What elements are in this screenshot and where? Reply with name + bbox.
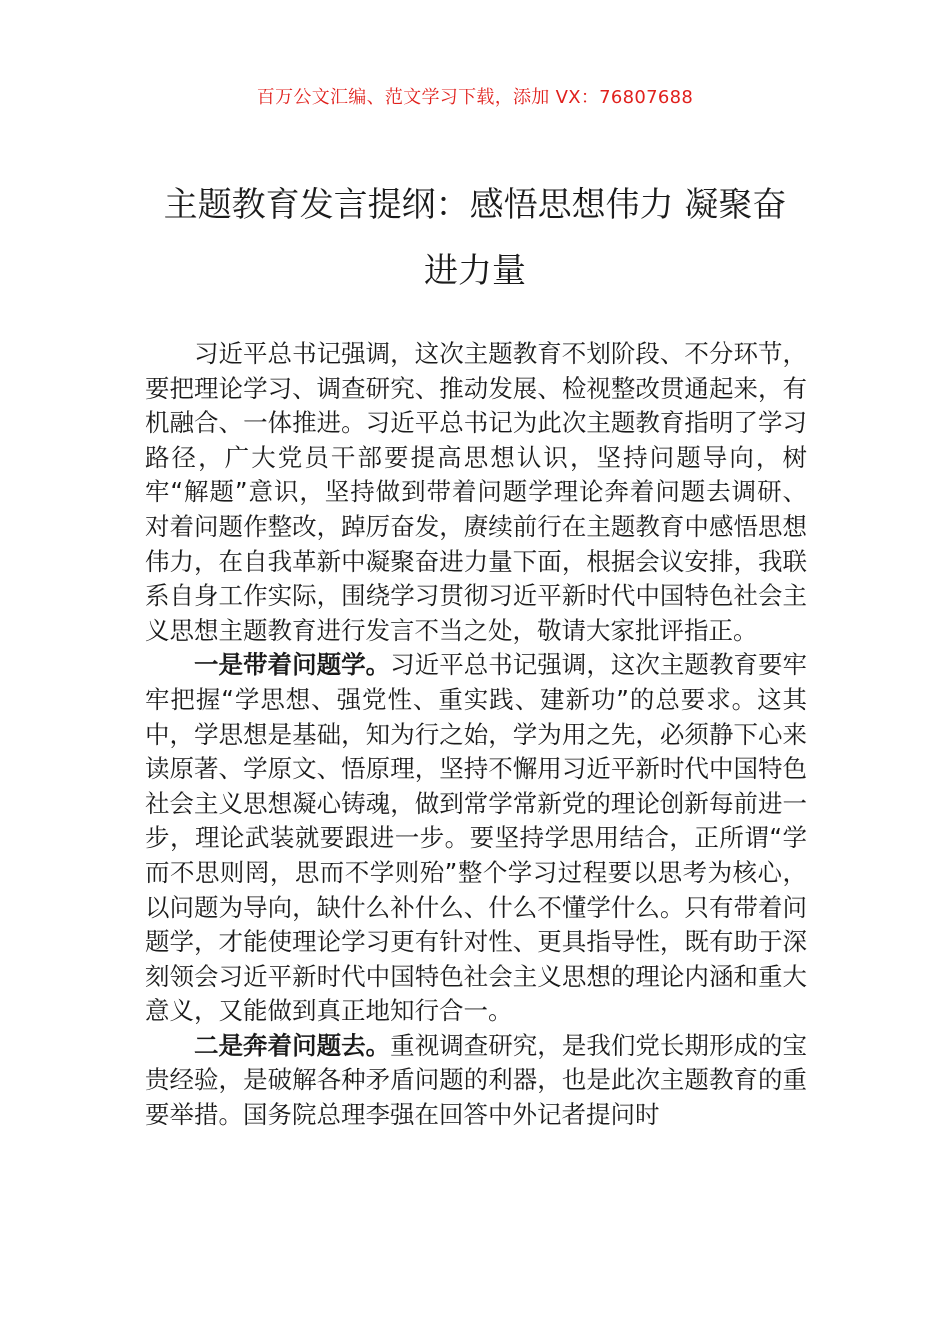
- paragraph-lead: 二是奔着问题去。: [194, 1030, 391, 1060]
- header-note: 百万公文汇编、范文学习下载，添加 VX：76807688: [256, 87, 694, 108]
- paragraph-lead: 一是带着问题学。: [194, 650, 391, 680]
- paragraph-point-one: [145, 648, 807, 1029]
- title-line-2: 进力量: [424, 251, 526, 291]
- paragraph-text: 重视调查研究，是我们党长期形成的宝贵经验，是破解各种矛盾问题的利器，也是此次主题教育的重要举措。国务院总理李强在回答中外记者提问时: [145, 1030, 808, 1130]
- paragraph-text: 习近平总书记强调，这次主题教育要牢牢把握“学思想、强党性、重实践、建新功”的总要求。这其中，学思想是基础，知为行之始，学为用之先，必须静下心来读原著、学原文、悟原理，坚持不懈用习近平新时代中国特色社会主义思想凝心铸魂，做到常学常新党的理论创新每前进一步，理论武装就要跟进一步。要坚持学思用结合，正所谓“学而不思则罔，思而不学则殆”整个学习过程要以思考为核心，以问题为导向，缺什么补什么、什么不懂学什么。只有带着问题学，才能使理论学习更有针对性、更具指导性，既有助于深刻领会习近平新时代中国特色社会主义思想的理论内涵和重大意义，又能做到真正地知行合一。: [145, 650, 808, 1026]
- paragraph-text: 习近平总书记强调，这次主题教育不划阶段、不分环节，要把理论学习、调查研究、推动发展、检视整改贯通起来，有机融合、一体推进。习近平总书记为此次主题教育指明了学习路径，广大党员干部要提高思想认识，坚持问题导向，树牢“解题”意识，坚持做到带着问题学理论奔着问题去调研、对着问题作整改，踔厉奋发，赓续前行在主题教育中感悟思想伟力，在自我革新中凝聚奋进力量下面，根据会议安排，我联系自身工作实际，围绕学习贯彻习近平新时代中国特色社会主义思想主题教育进行发言不当之处，敬请大家批评指正。: [145, 339, 807, 645]
- document-title: [120, 172, 830, 304]
- paragraph-point-two: [145, 1029, 807, 1133]
- paragraph-intro: [145, 337, 807, 648]
- document-body: [145, 337, 807, 1133]
- title-line-1: 主题教育发言提纲：感悟思想伟力 凝聚奋: [163, 185, 787, 225]
